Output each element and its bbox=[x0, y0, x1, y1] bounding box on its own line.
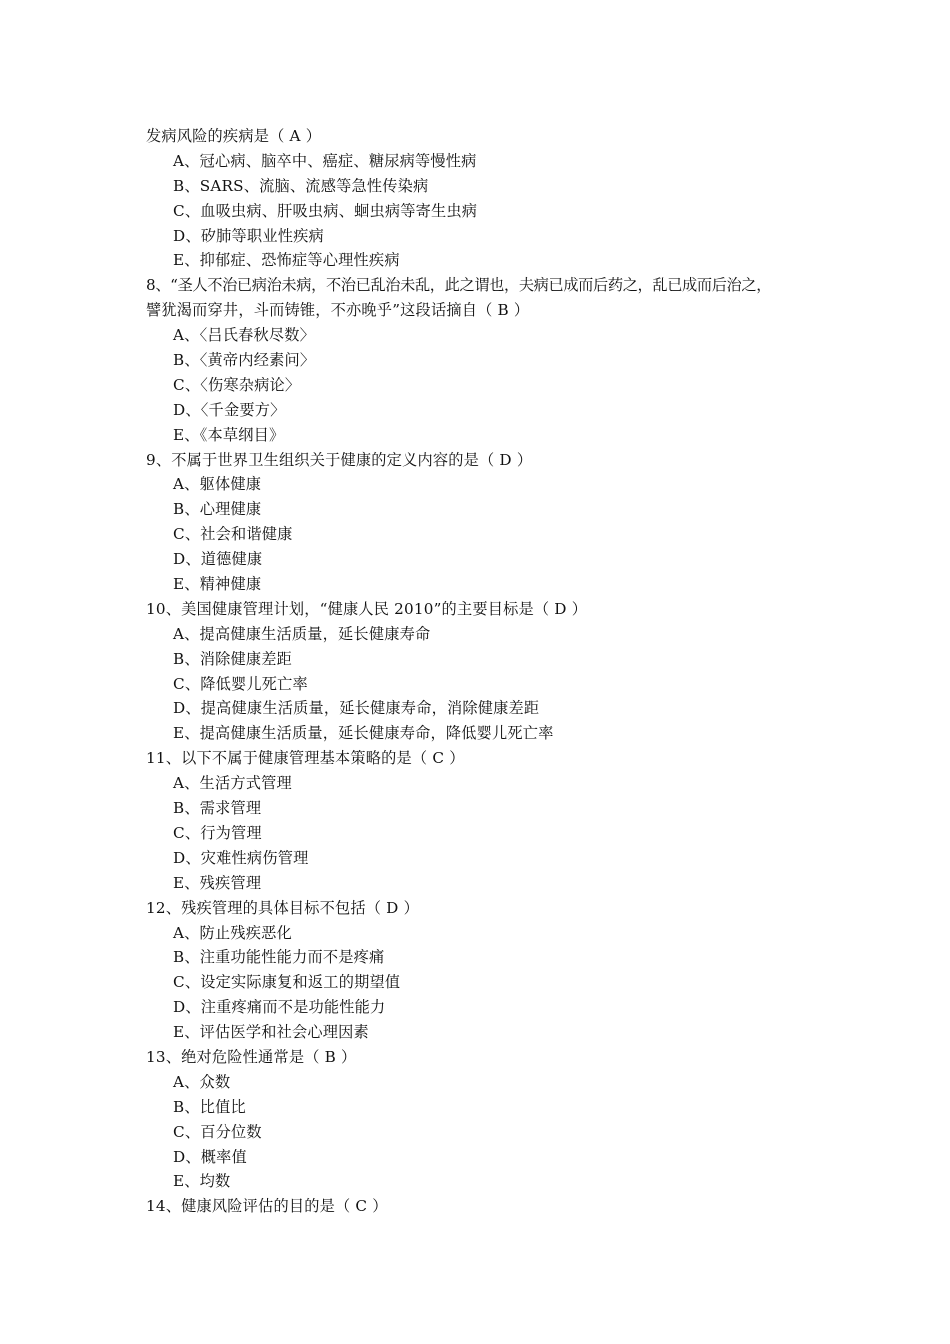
answer-option: A、提高健康生活质量，延长健康寿命 bbox=[173, 624, 431, 643]
question-stem: 12、残疾管理的具体目标不包括（ D ） bbox=[146, 898, 419, 917]
answer-option: D、提高健康生活质量，延长健康寿命，消除健康差距 bbox=[173, 699, 540, 718]
answer-option: D、概率值 bbox=[173, 1147, 247, 1166]
answer-option: B、需求管理 bbox=[173, 799, 262, 818]
answer-option: A、防止残疾恶化 bbox=[173, 923, 292, 942]
answer-option: A、生活方式管理 bbox=[173, 774, 292, 793]
question-block bbox=[146, 1045, 826, 1194]
answer-option: E、评估医学和社会心理因素 bbox=[173, 1023, 369, 1042]
question-list bbox=[146, 124, 826, 1219]
answer-option: E、精神健康 bbox=[173, 575, 262, 594]
answer-option: D、道德健康 bbox=[173, 550, 263, 569]
answer-option: B、〈黄帝内经素问〉 bbox=[173, 351, 316, 370]
answer-option: D、灾难性病伤管理 bbox=[173, 848, 309, 867]
answer-option: B、SARS、流脑、流感等急性传染病 bbox=[173, 176, 429, 195]
question-stem: 14、健康风险评估的目的是（ C ） bbox=[146, 1197, 388, 1216]
answer-option: A、〈吕氏春秋尽数〉 bbox=[173, 326, 316, 345]
answer-option: C、设定实际康复和返工的期望值 bbox=[173, 973, 401, 992]
question-block bbox=[146, 1194, 826, 1219]
question-stem: 譬犹渴而穿井，斗而铸锥，不亦晚乎”这段话摘自（ B ） bbox=[146, 301, 530, 320]
question-stem: 13、绝对危险性通常是（ B ） bbox=[146, 1047, 357, 1066]
answer-option: E、《本草纲目》 bbox=[173, 425, 285, 444]
answer-option: A、躯体健康 bbox=[173, 475, 262, 494]
question-stem: 8、“圣人不治已病治未病，不治已乱治未乱，此之谓也，夫病已成而后药之，乱已成而后治之， bbox=[146, 276, 772, 295]
answer-option: E、均数 bbox=[173, 1172, 231, 1191]
answer-option: C、血吸虫病、肝吸虫病、蛔虫病等寄生虫病 bbox=[173, 201, 478, 220]
answer-option: B、心理健康 bbox=[173, 500, 262, 519]
answer-option: B、消除健康差距 bbox=[173, 649, 293, 668]
answer-option: A、众数 bbox=[173, 1072, 231, 1091]
answer-option: A、冠心病、脑卒中、癌症、糖尿病等慢性病 bbox=[173, 151, 477, 170]
answer-option: B、比值比 bbox=[173, 1097, 246, 1116]
question-block bbox=[146, 746, 826, 895]
answer-option: D、〈千金要方〉 bbox=[173, 400, 286, 419]
question-block bbox=[146, 124, 826, 273]
answer-option: D、矽肺等职业性疾病 bbox=[173, 226, 324, 245]
question-stem: 9、不属于世界卫生组织关于健康的定义内容的是（ D ） bbox=[146, 450, 533, 469]
question-block bbox=[146, 896, 826, 1045]
document-page bbox=[146, 124, 826, 1219]
question-block bbox=[146, 448, 826, 597]
answer-option: C、百分位数 bbox=[173, 1122, 262, 1141]
answer-option: C、行为管理 bbox=[173, 823, 262, 842]
answer-option: D、注重疼痛而不是功能性能力 bbox=[173, 998, 386, 1017]
answer-option: B、注重功能性能力而不是疼痛 bbox=[173, 948, 385, 967]
question-stem: 发病风险的疾病是（ A ） bbox=[146, 127, 322, 145]
question-block bbox=[146, 273, 826, 447]
question-block bbox=[146, 597, 826, 746]
answer-option: C、降低婴儿死亡率 bbox=[173, 674, 308, 693]
question-stem: 11、以下不属于健康管理基本策略的是（ C ） bbox=[146, 749, 465, 768]
answer-option: E、提高健康生活质量，延长健康寿命，降低婴儿死亡率 bbox=[173, 724, 554, 743]
answer-option: E、抑郁症、恐怖症等心理性疾病 bbox=[173, 251, 400, 270]
answer-option: C、社会和谐健康 bbox=[173, 525, 293, 544]
answer-option: C、〈伤寒杂病论〉 bbox=[173, 375, 301, 394]
answer-option: E、残疾管理 bbox=[173, 873, 262, 892]
question-stem: 10、美国健康管理计划，“健康人民 2010”的主要目标是（ D ） bbox=[146, 599, 588, 618]
